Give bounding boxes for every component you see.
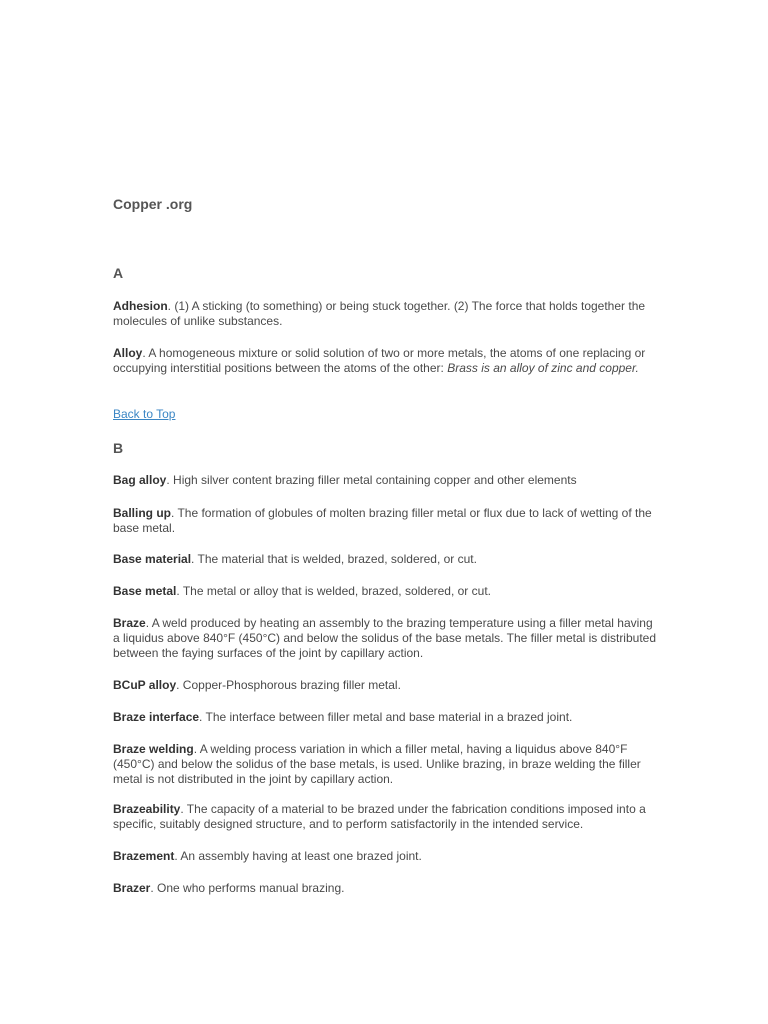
glossary-entry-bag-alloy bbox=[113, 473, 658, 488]
glossary-term: Brazer bbox=[113, 881, 151, 895]
glossary-definition: . One who performs manual brazing. bbox=[150, 881, 345, 895]
glossary-term: Braze interface bbox=[113, 710, 200, 724]
glossary-definition: . The metal or alloy that is welded, brazed, soldered, or cut. bbox=[176, 584, 491, 598]
glossary-term: Alloy bbox=[113, 346, 143, 360]
glossary-term: BCuP alloy bbox=[113, 678, 177, 692]
glossary-definition: . A weld produced by heating an assembly to the brazing temperature using a filler metal having a liquidus above 840°F (450°C) and below the solidus of the base metals. The filler metal is distributed between the faying surfaces of the joint by capillary action. bbox=[113, 616, 657, 660]
glossary-entry-alloy bbox=[113, 346, 658, 376]
glossary-definition: . (1) A sticking (to something) or being stuck together. (2) The force that holds together the molecules of unlike substances. bbox=[113, 299, 646, 328]
back-to-top-link[interactable]: Back to Top bbox=[113, 407, 176, 421]
glossary-definition: . A homogeneous mixture or solid solution of two or more metals, the atoms of one replacing or occupying interstitial positions between the atoms of the other: bbox=[113, 346, 646, 375]
glossary-definition: . A welding process variation in which a filler metal, having a liquidus above 840°F (450°C) and below the solidus of the base metals, is used. Unlike brazing, in braze welding the filler metal is not distributed in the joint by capillary action. bbox=[113, 742, 641, 786]
glossary-definition: . The interface between filler metal and base material in a brazed joint. bbox=[199, 710, 573, 724]
section-heading-b: B bbox=[113, 440, 124, 456]
glossary-entry-balling-up bbox=[113, 506, 658, 536]
glossary-entry-base-material bbox=[113, 552, 658, 567]
glossary-definition: . High silver content brazing filler metal containing copper and other elements bbox=[166, 473, 577, 487]
glossary-term: Balling up bbox=[113, 506, 171, 520]
glossary-entry-brazer bbox=[113, 881, 658, 896]
glossary-definition: . The formation of globules of molten brazing filler metal or flux due to lack of wetting of the base metal. bbox=[113, 506, 652, 535]
glossary-definition: . The material that is welded, brazed, soldered, or cut. bbox=[191, 552, 477, 566]
glossary-definition: . The capacity of a material to be brazed under the fabrication conditions imposed into a specific, suitably designed structure, and to perform satisfactorily in the intended service. bbox=[113, 802, 646, 831]
glossary-entry-braze-welding bbox=[113, 742, 658, 787]
glossary-term: Bag alloy bbox=[113, 473, 167, 487]
glossary-entry-adhesion bbox=[113, 299, 658, 329]
glossary-entry-braze bbox=[113, 616, 658, 661]
glossary-term: Brazement bbox=[113, 849, 175, 863]
section-heading-a: A bbox=[113, 265, 124, 281]
glossary-definition: . An assembly having at least one brazed joint. bbox=[174, 849, 422, 863]
glossary-entry-bcup-alloy bbox=[113, 678, 658, 693]
glossary-example: Brass is an alloy of zinc and copper. bbox=[447, 361, 639, 375]
site-title: Copper .org bbox=[113, 196, 193, 212]
glossary-entry-brazement bbox=[113, 849, 658, 864]
glossary-term: Braze welding bbox=[113, 742, 194, 756]
glossary-entry-braze-interface bbox=[113, 710, 658, 725]
glossary-entry-brazeability bbox=[113, 802, 658, 832]
glossary-term: Base metal bbox=[113, 584, 177, 598]
glossary-definition: . Copper-Phosphorous brazing filler metal. bbox=[176, 678, 401, 692]
glossary-term: Brazeability bbox=[113, 802, 181, 816]
glossary-term: Base material bbox=[113, 552, 192, 566]
glossary-entry-base-metal bbox=[113, 584, 658, 599]
glossary-term: Braze bbox=[113, 616, 146, 630]
glossary-term: Adhesion bbox=[113, 299, 168, 313]
